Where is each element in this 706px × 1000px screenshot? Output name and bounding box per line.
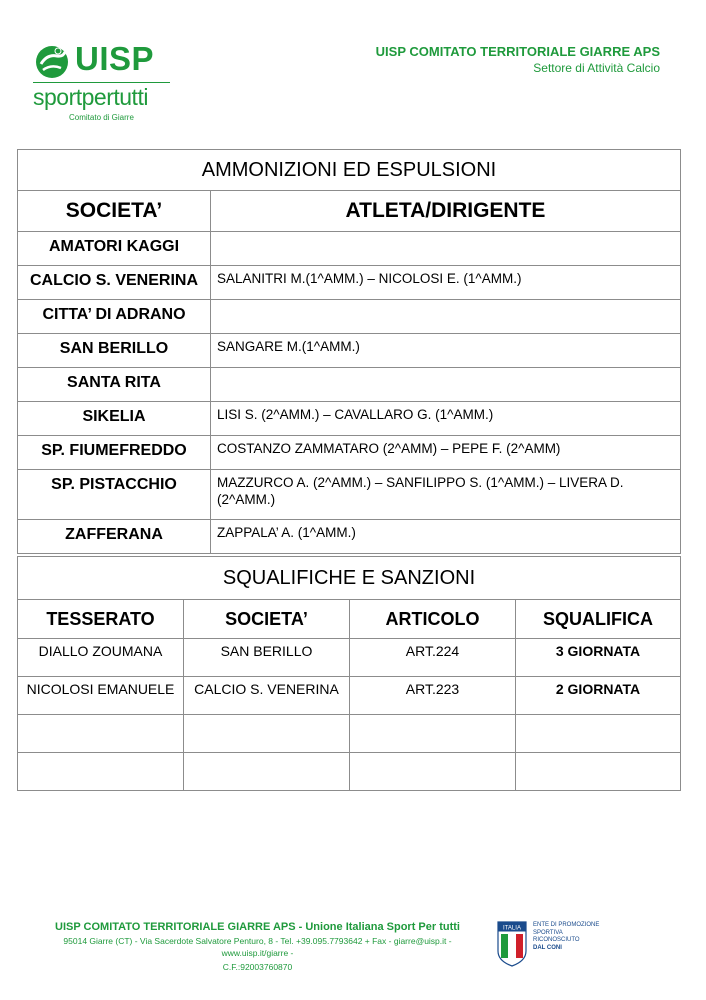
col-articolo-header: ARTICOLO — [350, 600, 516, 639]
table-row — [18, 470, 681, 520]
table-row — [18, 639, 681, 677]
table-row — [18, 753, 681, 791]
logo-uisp-text: UISP — [75, 40, 155, 77]
societa-cell: CALCIO S. VENERINA — [18, 266, 211, 300]
org-subtitle: Settore di Attività Calcio — [533, 61, 660, 75]
coni-logo — [497, 921, 617, 969]
table-row — [18, 436, 681, 470]
col-societa-header: SOCIETA’ — [184, 600, 350, 639]
table-row — [18, 402, 681, 436]
col-squalifica-header: SQUALIFICA — [516, 600, 681, 639]
societa-cell: SP. FIUMEFREDDO — [18, 436, 211, 470]
coni-line: DAL CONI — [533, 944, 562, 951]
table-row — [18, 334, 681, 368]
articolo-cell — [350, 753, 516, 791]
squalifica-cell: 2 GIORNATA — [516, 677, 681, 715]
societa-cell — [184, 715, 350, 753]
squalifica-cell — [516, 715, 681, 753]
italia-shield-icon — [497, 921, 527, 967]
squalifiche-table — [17, 556, 681, 791]
atleta-cell — [211, 232, 681, 266]
table-row — [18, 520, 681, 554]
tesserato-cell — [18, 753, 184, 791]
societa-cell: SAN BERILLO — [18, 334, 211, 368]
societa-cell: CITTA’ DI ADRANO — [18, 300, 211, 334]
atleta-cell: LISI S. (2^AMM.) – CAVALLARO G. (1^AMM.) — [211, 402, 681, 436]
societa-cell: CALCIO S. VENERINA — [184, 677, 350, 715]
uisp-runner-icon — [33, 44, 71, 80]
table-row — [18, 368, 681, 402]
col-atleta-header: ATLETA/DIRIGENTE — [211, 191, 681, 232]
table-row — [18, 300, 681, 334]
table-row — [18, 715, 681, 753]
societa-cell: AMATORI KAGGI — [18, 232, 211, 266]
logo-divider — [33, 82, 170, 83]
societa-cell: SIKELIA — [18, 402, 211, 436]
societa-cell: SANTA RITA — [18, 368, 211, 402]
col-societa-header: SOCIETA’ — [18, 191, 211, 232]
ammonizioni-table — [17, 149, 681, 554]
societa-cell: SP. PISTACCHIO — [18, 470, 211, 520]
societa-cell — [184, 753, 350, 791]
coni-line: ENTE DI PROMOZIONE — [533, 922, 600, 928]
footer-title: UISP COMITATO TERRITORIALE GIARRE APS - Unione Italiana Sport Per tutti — [55, 921, 460, 933]
atleta-cell: SANGARE M.(1^AMM.) — [211, 334, 681, 368]
coni-line: SPORTIVA — [533, 929, 563, 936]
footer — [30, 921, 485, 973]
logo-comitato-text: Comitato di Giarre — [69, 113, 134, 122]
squalifiche-title: SQUALIFICHE E SANZIONI — [18, 557, 681, 600]
tesserato-cell: DIALLO ZOUMANA — [18, 639, 184, 677]
atleta-cell: MAZZURCO A. (2^AMM.) – SANFILIPPO S. (1^AMM.) – LIVERA D. (2^AMM.) — [211, 470, 681, 520]
articolo-cell: ART.224 — [350, 639, 516, 677]
atleta-cell: COSTANZO ZAMMATARO (2^AMM) – PEPE F. (2^AMM) — [211, 436, 681, 470]
coni-text — [533, 922, 599, 952]
col-tesserato-header: TESSERATO — [18, 600, 184, 639]
atleta-cell — [211, 368, 681, 402]
coni-badge-text: ITALIA — [503, 925, 521, 932]
articolo-cell — [350, 715, 516, 753]
table-row — [18, 232, 681, 266]
squalifica-cell — [516, 753, 681, 791]
table-row — [18, 677, 681, 715]
footer-address: 95014 Giarre (CT) - Via Sacerdote Salvatore Penturo, 8 - Tel. +39.095.7793642 + Fax - giarre@uisp.it - www.uisp.it/giarre - — [63, 936, 452, 958]
tesserato-cell: NICOLOSI EMANUELE — [18, 677, 184, 715]
org-header — [376, 44, 660, 75]
logo-sportpertutti-text: sportpertutti — [33, 84, 148, 110]
atleta-cell: ZAPPALA’ A. (1^AMM.) — [211, 520, 681, 554]
societa-cell: SAN BERILLO — [184, 639, 350, 677]
atleta-cell — [211, 300, 681, 334]
ammonizioni-title: AMMONIZIONI ED ESPULSIONI — [18, 150, 681, 191]
societa-cell: ZAFFERANA — [18, 520, 211, 554]
squalifica-cell: 3 GIORNATA — [516, 639, 681, 677]
org-title: UISP COMITATO TERRITORIALE GIARRE APS — [375, 44, 660, 59]
tesserato-cell — [18, 715, 184, 753]
coni-line: RICONOSCIUTO — [533, 937, 580, 943]
footer-cf: C.F.:92003760870 — [222, 962, 293, 972]
uisp-logo — [33, 42, 183, 124]
table-row — [18, 266, 681, 300]
atleta-cell: SALANITRI M.(1^AMM.) – NICOLOSI E. (1^AMM.) — [211, 266, 681, 300]
articolo-cell: ART.223 — [350, 677, 516, 715]
